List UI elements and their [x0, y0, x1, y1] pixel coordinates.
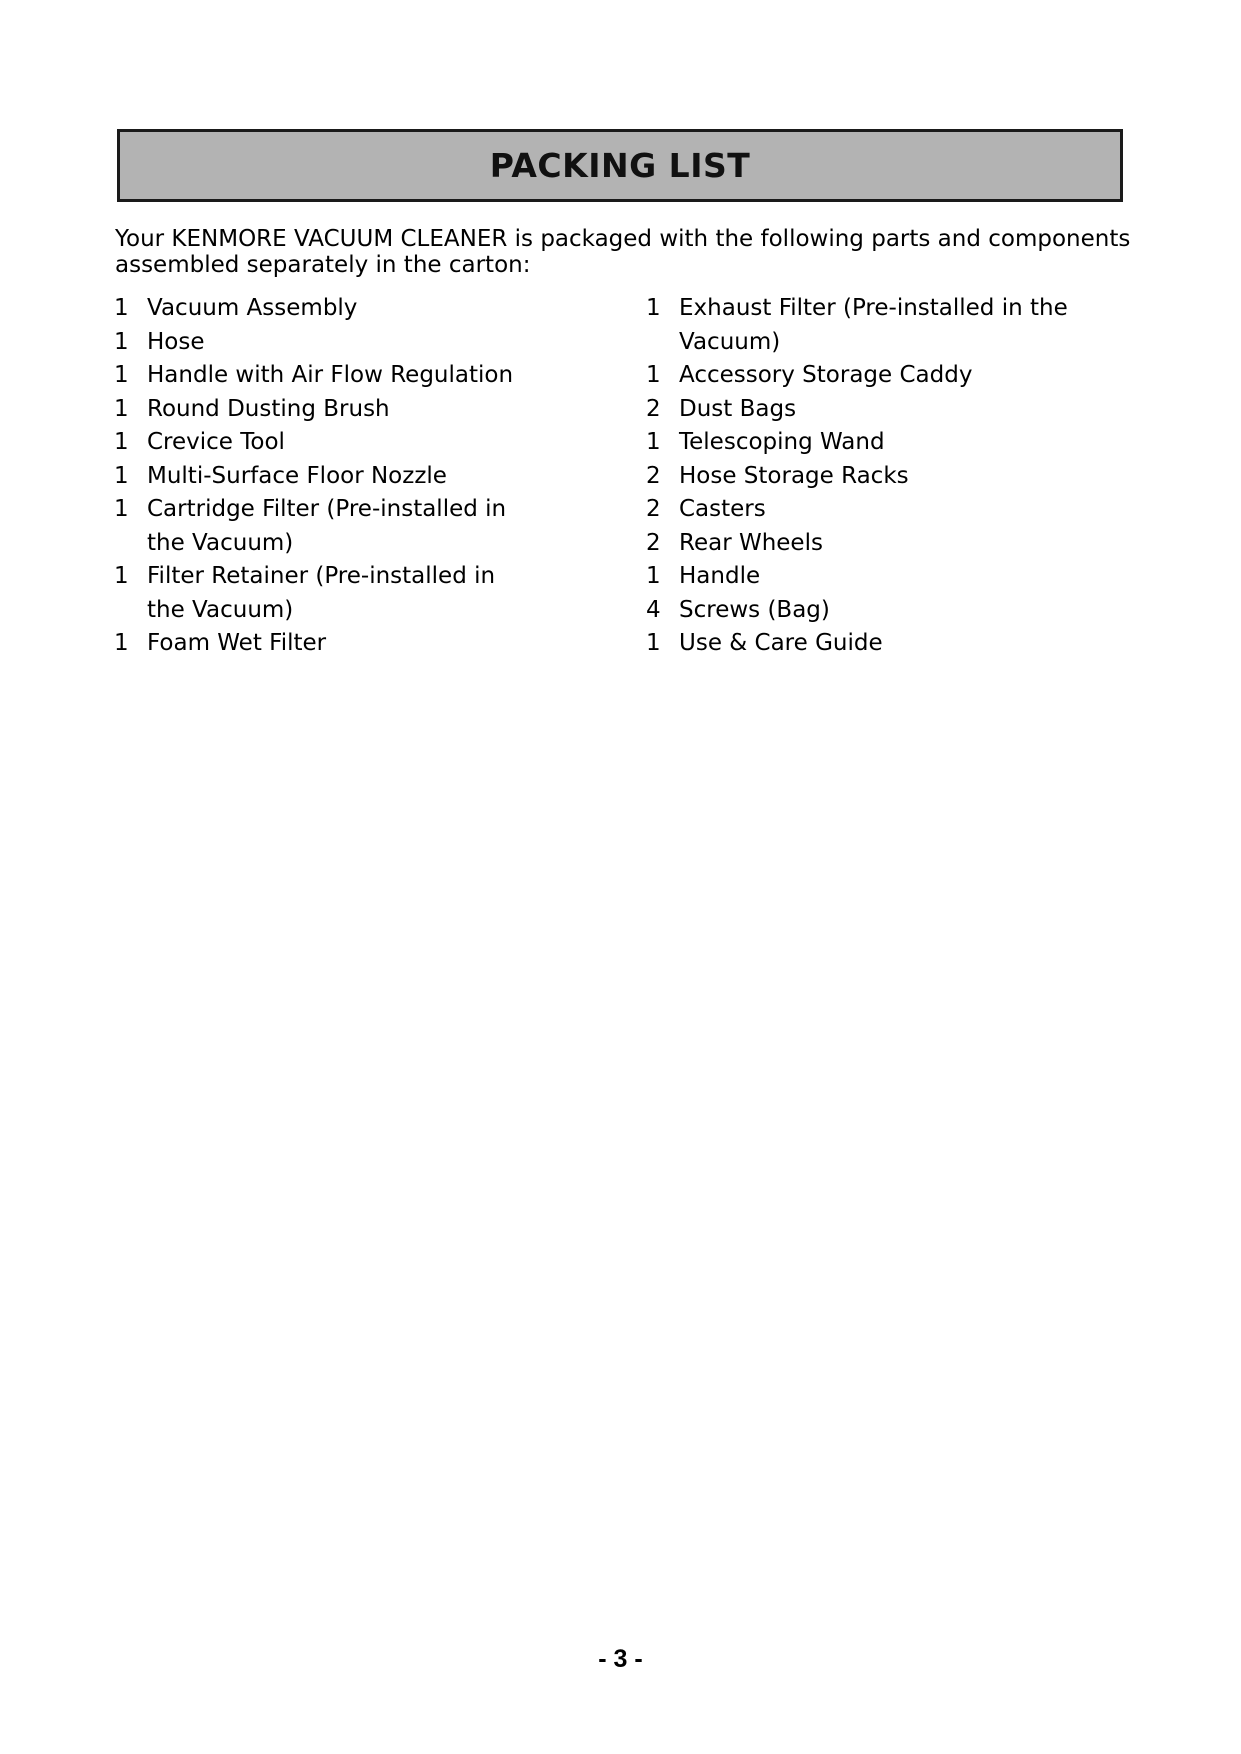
item-quantity: 1 — [646, 429, 661, 455]
packing-list-left — [114, 292, 634, 661]
list-item — [646, 560, 1146, 594]
item-name: Hose Storage Racks — [679, 462, 909, 489]
item-quantity: 1 — [114, 462, 129, 489]
item-name: Handle — [679, 563, 761, 589]
list-item — [646, 594, 1146, 628]
list-item — [114, 627, 554, 661]
item-quantity: 1 — [646, 563, 661, 589]
list-item — [646, 527, 1146, 561]
item-name: Handle with Air Flow Regulation — [147, 362, 514, 388]
packing-list-right — [646, 292, 1146, 661]
item-quantity: 1 — [114, 395, 129, 422]
page-title: PACKING LIST — [489, 146, 751, 185]
list-item — [114, 493, 514, 560]
item-quantity: 1 — [646, 295, 661, 321]
title-banner — [117, 129, 1123, 202]
list-item — [114, 393, 554, 427]
item-quantity: 1 — [646, 362, 661, 388]
item-quantity: 2 — [646, 395, 661, 422]
item-name: Exhaust Filter (Pre-installed in the Vacuum) — [679, 295, 1068, 355]
item-quantity: 2 — [646, 529, 661, 556]
item-quantity: 1 — [114, 429, 129, 455]
list-item — [114, 560, 514, 627]
list-item — [114, 359, 554, 393]
item-quantity: 1 — [114, 630, 129, 656]
item-quantity: 1 — [114, 328, 129, 355]
intro-paragraph: Your KENMORE VACUUM CLEANER is packaged with the following parts and components assembled separately in the carton: — [115, 226, 1131, 278]
page-number: - 3 - — [598, 1645, 643, 1673]
item-quantity: 1 — [114, 362, 129, 388]
list-item — [646, 292, 1076, 359]
item-quantity: 2 — [646, 496, 661, 522]
list-item — [114, 326, 554, 360]
list-item — [114, 292, 554, 326]
item-name: Rear Wheels — [679, 529, 823, 556]
list-item — [646, 493, 1146, 527]
item-name: Telescoping Wand — [679, 429, 885, 455]
item-name: Accessory Storage Caddy — [679, 362, 973, 388]
item-name: Casters — [679, 496, 766, 522]
list-item — [646, 460, 1146, 494]
item-quantity: 4 — [646, 596, 661, 623]
item-quantity: 1 — [114, 563, 129, 589]
item-name: Screws (Bag) — [679, 596, 830, 623]
item-quantity: 1 — [114, 295, 129, 321]
item-name: Dust Bags — [679, 395, 797, 422]
item-name: Foam Wet Filter — [147, 630, 327, 656]
item-name: Cartridge Filter (Pre-installed in the Vacuum) — [147, 496, 507, 556]
list-item — [646, 393, 1146, 427]
item-quantity: 1 — [114, 496, 129, 522]
item-name: Multi-Surface Floor Nozzle — [147, 462, 447, 489]
item-name: Hose — [147, 328, 205, 355]
item-name: Vacuum Assembly — [147, 295, 358, 321]
list-item — [646, 627, 1146, 661]
list-item — [114, 460, 554, 494]
item-name: Use & Care Guide — [679, 630, 883, 656]
list-item — [114, 426, 554, 460]
item-quantity: 1 — [646, 630, 661, 656]
list-item — [646, 426, 1146, 460]
item-quantity: 2 — [646, 462, 661, 489]
list-item — [646, 359, 1146, 393]
item-name: Round Dusting Brush — [147, 395, 390, 422]
item-name: Crevice Tool — [147, 429, 285, 455]
item-name: Filter Retainer (Pre-installed in the Vacuum) — [147, 563, 496, 623]
